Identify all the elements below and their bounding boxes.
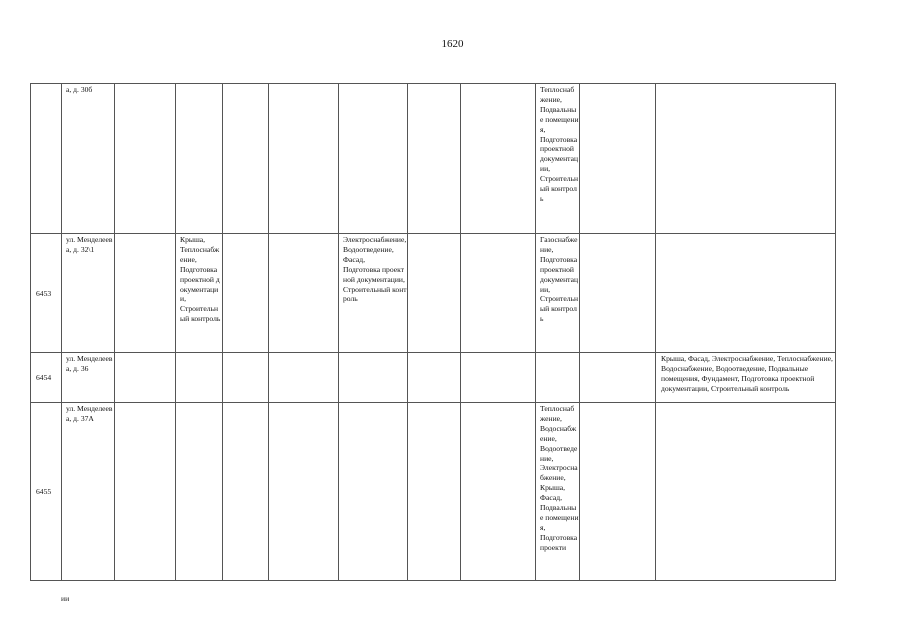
table-row [31,353,836,403]
works-cell [656,234,836,353]
empty-cell [580,353,656,403]
empty-cell [461,353,536,403]
table-row [31,403,836,581]
empty-cell [408,234,461,353]
empty-cell [580,234,656,353]
address-cell: а, д. 30б [62,84,115,234]
empty-cell [461,403,536,581]
works-cell: Теплоснабжение, Подвальные помещения, Подготовка проектной документации, Строительный контроль [536,84,580,234]
empty-cell [223,234,269,353]
empty-cell [580,84,656,234]
empty-cell [223,353,269,403]
empty-cell [115,353,176,403]
table-row [31,84,836,234]
works-cell [339,84,408,234]
continued-text: ии [61,594,70,603]
works-cell: Теплоснабжение, Водоснабжение, Водоотведение, Электроснабжение, Крыша, Фасад, Подвальные помещения, Подготовка проекти [536,403,580,581]
empty-cell [115,403,176,581]
works-cell: Крыша, Фасад, Электроснабжение, Теплоснабжение, Водоснабжение, Водоотведение, Подвальные помещения, Фундамент, Подготовка проектной документации, Строительный контроль [656,353,836,403]
works-cell: Крыша, Теплоснабжение, Подготовка проектной документации, Строительный контроль [176,234,223,353]
address-cell: ул. Менделеева, д. 36 [62,353,115,403]
empty-cell [115,84,176,234]
empty-cell [269,353,339,403]
row-number: 6453 [31,234,62,353]
row-number [31,84,62,234]
empty-cell [269,234,339,353]
works-cell [656,403,836,581]
empty-cell [580,403,656,581]
works-cell: Электроснабжение, Водоотведение, Фасад, Подготовка проектной документации, Строительный контроль [339,234,408,353]
works-cell [176,403,223,581]
works-cell [339,353,408,403]
empty-cell [269,84,339,234]
works-cell: Газоснабжение, Подготовка проектной документации, Строительный контроль [536,234,580,353]
register-table [30,83,836,581]
works-cell [656,84,836,234]
empty-cell [461,84,536,234]
row-number: 6454 [31,353,62,403]
empty-cell [408,84,461,234]
works-cell [176,84,223,234]
row-number: 6455 [31,403,62,581]
page-number: 1620 [441,38,464,50]
table-row [31,234,836,353]
empty-cell [408,353,461,403]
empty-cell [223,84,269,234]
empty-cell [115,234,176,353]
works-cell [176,353,223,403]
empty-cell [461,234,536,353]
empty-cell [408,403,461,581]
works-cell [339,403,408,581]
empty-cell [223,403,269,581]
address-cell: ул. Менделеева, д. 32\1 [62,234,115,353]
empty-cell [269,403,339,581]
works-cell [536,353,580,403]
address-cell: ул. Менделеева, д. 37А [62,403,115,581]
